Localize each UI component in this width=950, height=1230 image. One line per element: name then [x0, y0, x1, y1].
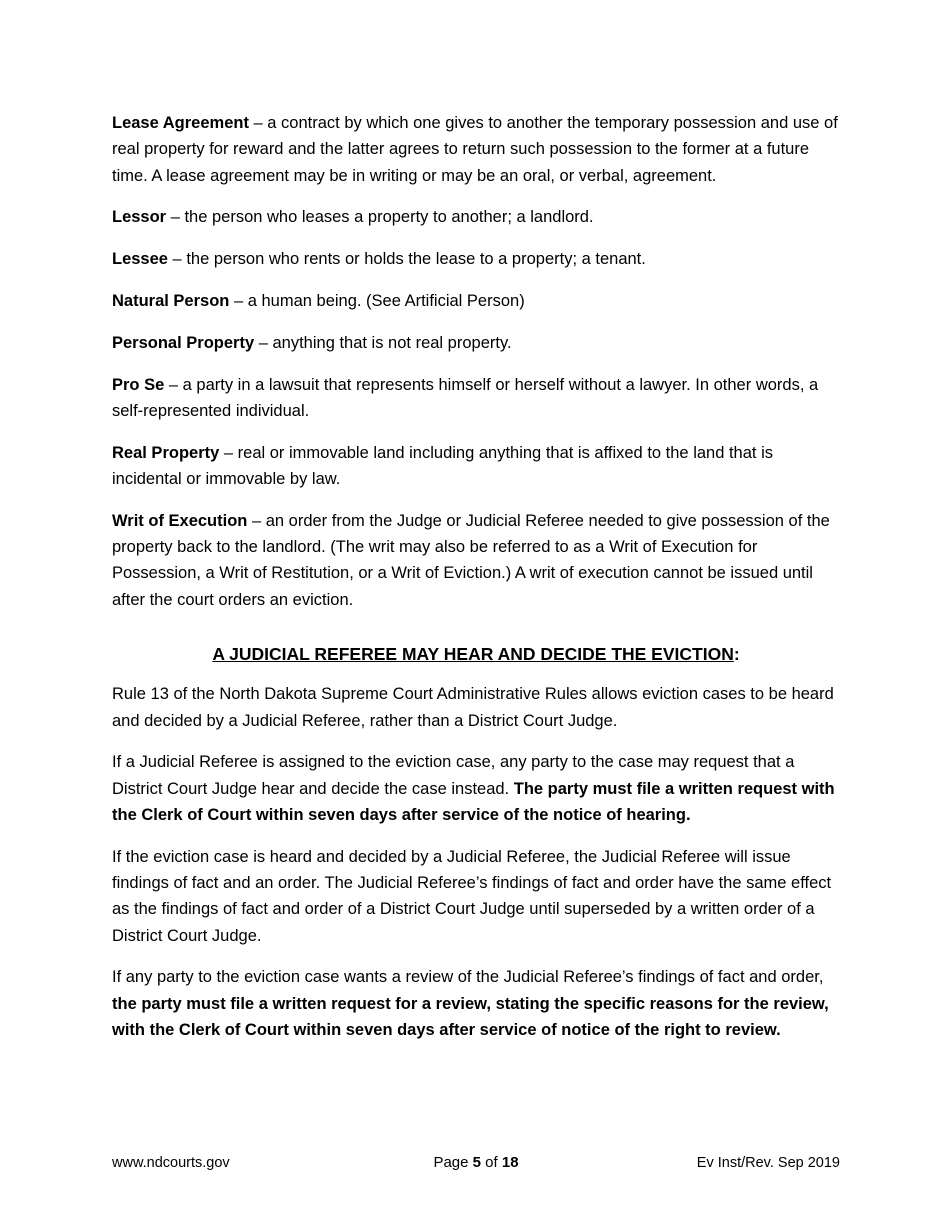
section-heading-text: A JUDICIAL REFEREE MAY HEAR AND DECIDE THE EVICTION	[212, 643, 734, 664]
document-page	[112, 110, 840, 1059]
paragraph-emphasis: The party must file a written request with the Clerk of Court within seven days after service of the notice of hearing.	[112, 779, 835, 824]
definition-term: Natural Person	[112, 291, 230, 310]
page-of: of	[481, 1154, 502, 1171]
definition-lessor	[112, 204, 840, 230]
definition-text: – real or immovable land including anything that is affixed to the land that is incidental or immovable by law.	[112, 443, 773, 488]
page-current: 5	[472, 1154, 481, 1171]
paragraph-request-judge	[112, 749, 840, 828]
page-total: 18	[501, 1154, 519, 1171]
paragraph-findings: If the eviction case is heard and decided by a Judicial Referee, the Judicial Referee will issue findings of fact and an order. The Judicial Referee’s findings of fact and order have the same effect as the findings of fact and order of a District Court Judge until superseded by a written order of a District Court Judge.	[112, 847, 832, 945]
definition-text: – a contract by which one gives to another the temporary possession and use of real property for reward and the latter agrees to return such possession to the former at a future time. A lease agreement may be in writing or may be an oral, or verbal, agreement.	[112, 114, 838, 185]
definition-text: – anything that is not real property.	[254, 333, 512, 352]
definition-real-property	[112, 440, 840, 493]
definition-term: Real Property	[112, 443, 220, 462]
definition-natural-person	[112, 288, 840, 314]
definition-writ-of-execution	[112, 508, 840, 613]
section-heading-colon: :	[733, 643, 740, 664]
paragraph-rule-13: Rule 13 of the North Dakota Supreme Court Administrative Rules allows eviction cases to be heard and decided by a Judicial Referee, rather than a District Court Judge.	[112, 685, 834, 730]
definition-lessee	[112, 246, 840, 272]
definition-personal-property	[112, 330, 840, 356]
paragraph-emphasis: the party must file a written request for a review, stating the specific reasons for the review, with the Clerk of Court within seven days after service of notice of the right to review.	[112, 994, 829, 1040]
footer-website: www.ndcourts.gov	[112, 1155, 230, 1171]
section-heading	[112, 641, 840, 667]
page-footer	[112, 1152, 840, 1174]
paragraph-text: If any party to the eviction case wants a review of the Judicial Referee’s findings of fact and order,	[112, 968, 824, 987]
paragraph-text: If a Judicial Referee is assigned to the eviction case, any party to the case may request that a District Court Judge hear and decide the case instead.	[112, 753, 795, 798]
definition-term: Pro Se	[112, 375, 165, 394]
definition-pro-se	[112, 372, 840, 425]
definition-text: – the person who rents or holds the lease to a property; a tenant.	[167, 250, 646, 269]
paragraph-review-request	[112, 964, 840, 1043]
definition-text: – a human being. (See Artificial Person)	[229, 291, 525, 310]
definition-term: Lessor	[112, 208, 167, 227]
page-label: Page	[433, 1154, 473, 1171]
definition-lease-agreement	[112, 110, 840, 189]
definition-term: Personal Property	[112, 333, 255, 352]
definition-term: Lessee	[112, 250, 168, 269]
definition-term: Writ of Execution	[112, 511, 248, 530]
definition-text: – an order from the Judge or Judicial Referee needed to give possession of the property back to the landlord. (The writ may also be referred to as a Writ of Execution for Possession, a Writ of Restitution, or a Writ of Eviction.) A writ of execution cannot be issued until after the court orders an eviction.	[112, 511, 830, 609]
definition-term: Lease Agreement	[112, 114, 249, 132]
definition-text: – the person who leases a property to another; a landlord.	[166, 208, 594, 227]
footer-revision: Ev Inst/Rev. Sep 2019	[696, 1155, 840, 1171]
definition-text: – a party in a lawsuit that represents himself or herself without a lawyer. In other words, a self-represented individual.	[112, 375, 819, 420]
